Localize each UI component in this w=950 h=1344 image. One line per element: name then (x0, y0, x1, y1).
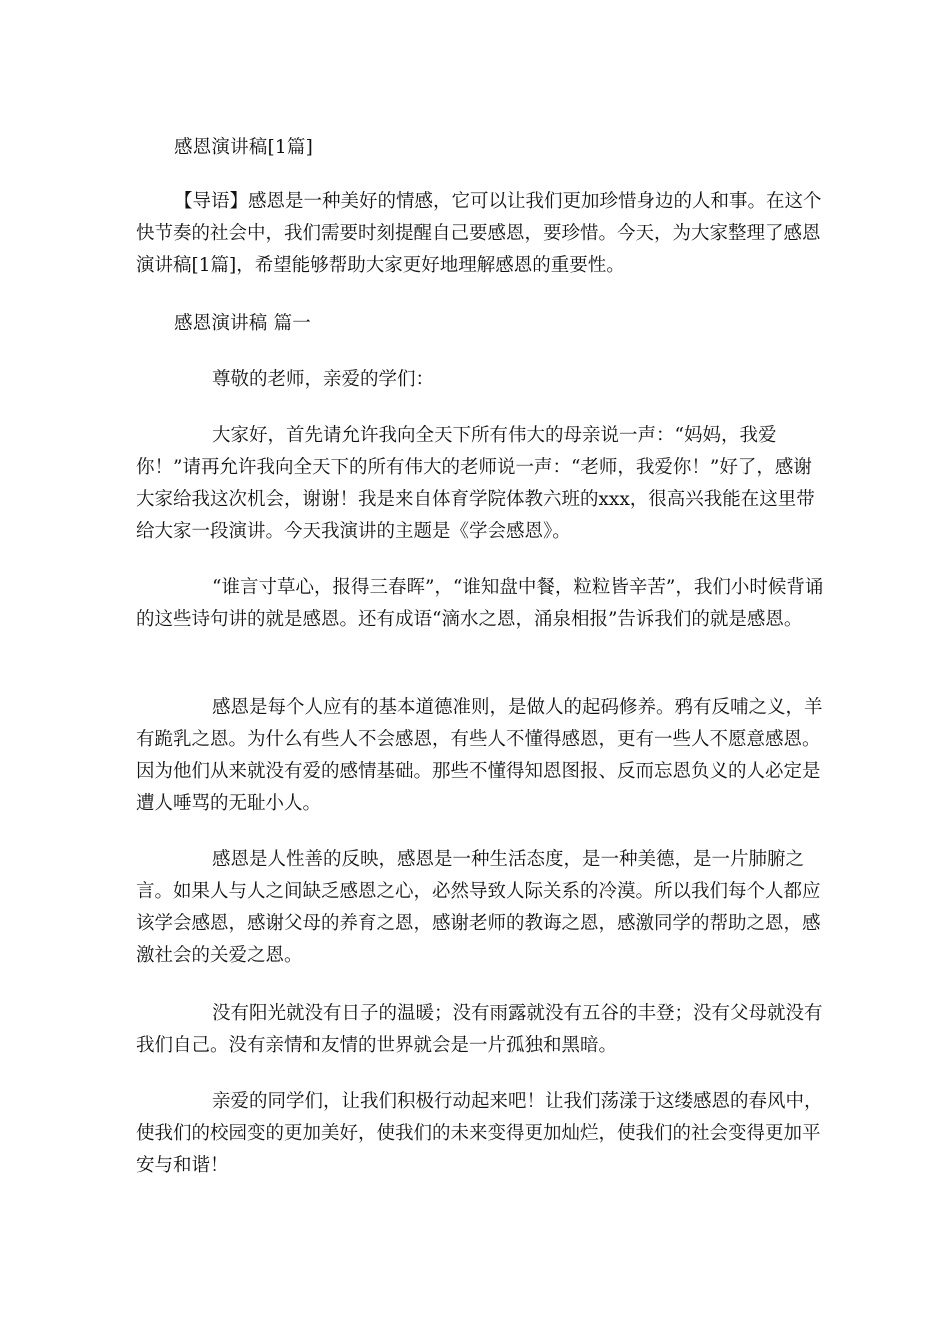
section-title: 感恩演讲稿 篇一 (174, 313, 311, 334)
body-paragraph: 感恩是每个人应有的基本道德准则，是做人的起码修养。鸦有反哺之义，羊有跪乳之恩。为什么有些人不会感恩，有些人不懂得感恩，更有一些人不愿意感恩。因为他们从来就没有爱的感情基础。那些不懂得知恩图报、反而忘恩负义的人必定是遭人唾骂的无耻小人。 (136, 697, 823, 814)
body-paragraph: “谁言寸草心，报得三春晖”，“谁知盘中餐，粒粒皆辛苦”，我们小时候背诵的这些诗句讲的就是感恩。还有成语“滴水之恩，涌泉相报”告诉我们的就是感恩。 (136, 577, 824, 630)
body-paragraph: 感恩是人性善的反映，感恩是一种生活态度，是一种美德，是一片肺腑之言。如果人与人之间缺乏感恩之心，必然导致人际关系的冷漠。所以我们每个人都应该学会感恩，感谢父母的养育之恩，感谢老师的教诲之恩，感激同学的帮助之恩，感激社会的关爱之恩。 (136, 849, 821, 966)
salutation: 尊敬的老师，亲爱的学们： (212, 369, 435, 390)
body-paragraph: 没有阳光就没有日子的温暖；没有雨露就没有五谷的丰登；没有父母就没有我们自己。没有亲情和友情的世界就会是一片孤独和黑暗。 (136, 1003, 823, 1056)
intro-paragraph: 【导语】感恩是一种美好的情感，它可以让我们更加珍惜身边的人和事。在这个快节奏的社会中，我们需要时刻提醒自己要感恩，要珍惜。今天，为大家整理了感恩演讲稿[1篇]，希望能够帮助大家更好地理解感恩的重要性。 (136, 191, 822, 276)
document-title: 感恩演讲稿[1篇] (174, 137, 314, 158)
body-paragraph: 大家好，首先请允许我向全天下所有伟大的母亲说一声：“妈妈，我爱你！”请再允许我向全天下的所有伟大的老师说一声：“老师，我爱你！”好了，感谢大家给我这次机会，谢谢！我是来自体育学院体教六班的xxx，很高兴我能在这里带给大家一段演讲。今天我演讲的主题是《学会感恩》。 (136, 425, 815, 542)
body-paragraph: 亲爱的同学们，让我们积极行动起来吧！让我们荡漾于这缕感恩的春风中，使我们的校园变的更加美好，使我们的未来变得更加灿烂，使我们的社会变得更加平安与和谐！ (136, 1091, 823, 1176)
